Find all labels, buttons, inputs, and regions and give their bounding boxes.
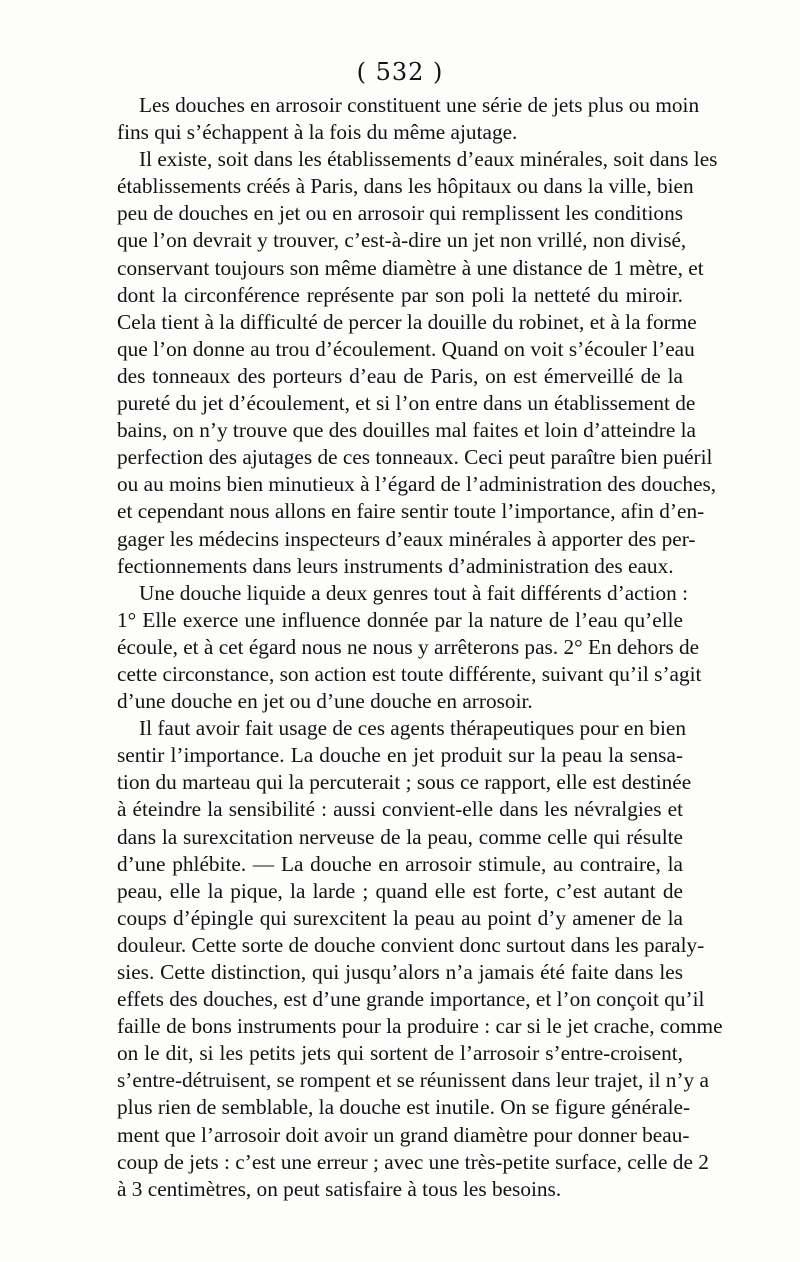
text-line: à éteindre la sensibilité : aussi convient-elle dans les névralgies et [117,797,683,822]
text-line: établissements créés à Paris, dans les hôpitaux ou dans la ville, bien [117,174,694,199]
text-line: écoule, et à cet égard nous ne nous y arrêterons pas. 2° En dehors de [117,634,700,659]
text-line: sies. Cette distinction, qui jusqu’alors n’a jamais été faite dans les [117,960,683,984]
text-line: Cela tient à la difficulté de percer la douille du robinet, et à la forme [117,309,697,334]
text-line: sentir l’importance. La douche en jet produit sur la peau la sensa- [117,743,683,768]
text-line: Il faut avoir fait usage de ces agents thérapeutiques pour en bien [139,716,687,741]
text-line: fectionnements dans leurs instruments d’administration des eaux. [117,553,674,578]
text-line: peau, elle la pique, la larde ; quand elle est forte, c’est autant de [117,878,683,903]
text-line: Il existe, soit dans les établissements d’eaux minérales, soit dans les [139,147,718,172]
text-line: s’entre-détruisent, se rompent et se réunissent dans leur trajet, il n’y a [117,1068,709,1093]
text-line: cette circonstance, son action est toute différente, suivant qu’il s’agit [117,661,702,686]
text-line: ment que l’arrosoir doit avoir un grand diamètre pour donner beau- [117,1122,690,1147]
text-line: perfection des ajutages de ces tonneaux. Ceci peut paraître bien puéril [117,445,713,470]
text-line: bains, on n’y trouve que des douilles mal faites et loin d’atteindre la [117,418,696,443]
text-line: et cependant nous allons en faire sentir toute l’importance, afin d’en- [117,499,705,524]
text-line: faille de bons instruments pour la produire : car si le jet crache, comme [117,1014,723,1039]
text-line: gager les médecins inspecteurs d’eaux minérales à apporter des per- [117,526,696,551]
text-line: des tonneaux des porteurs d’eau de Paris, on est émerveillé de la [117,363,683,388]
text-line: dont la circonférence représente par son poli la netteté du miroir. [117,282,683,307]
text-line: tion du marteau qui la percuterait ; sous ce rapport, elle est destinée [117,770,692,795]
text-line: pureté du jet d’écoulement, et si l’on entre dans un établissement de [117,391,696,416]
text-line: fins qui s’échappent à la fois du même ajutage. [117,120,518,145]
text-line: Une douche liquide a deux genres tout à fait différents d’action : [139,580,688,605]
text-line: plus rien de semblable, la douche est inutile. On se figure générale- [117,1095,691,1120]
text-line: coups d’épingle qui surexcitent la peau au point d’y amener de la [117,905,683,930]
text-line: coup de jets : c’est une erreur ; avec une très-petite surface, celle de 2 [117,1149,709,1174]
text-line: on le dit, si les petits jets qui sortent de l’arrosoir s’entre-croisent, [117,1041,683,1066]
text-line: d’une douche en jet ou d’une douche en arrosoir. [117,689,533,714]
text-line: conservant toujours son même diamètre à une distance de 1 mètre, et [117,255,704,280]
text-line: ou au moins bien minutieux à l’égard de l’administration des douches, [117,472,717,497]
text-line: que l’on devrait y trouver, c’est-à-dire un jet non vrillé, non divisé, [117,228,687,253]
body-text [117,92,723,1203]
text-line: à 3 centimètres, on peut satisfaire à tous les besoins. [117,1176,562,1201]
text-line: dans la surexcitation nerveuse de la peau, comme celle qui résulte [117,824,683,849]
text-line: effets des douches, est d’une grande importance, et l’on conçoit qu’il [117,987,705,1012]
text-line: peu de douches en jet ou en arrosoir qui remplissent les conditions [117,201,684,226]
text-line: Les douches en arrosoir constituent une série de jets plus ou moin [139,93,700,117]
page-number: ( 532 ) [356,58,444,86]
text-line: 1° Elle exerce une influence donnée par la nature de l’eau qu’elle [117,607,683,632]
text-line: douleur. Cette sorte de douche convient donc surtout dans les paraly- [117,932,705,957]
text-line: que l’on donne au trou d’écoulement. Quand on voit s’écouler l’eau [117,336,695,361]
text-line: d’une phlébite. — La douche en arrosoir stimule, au contraire, la [117,851,683,876]
